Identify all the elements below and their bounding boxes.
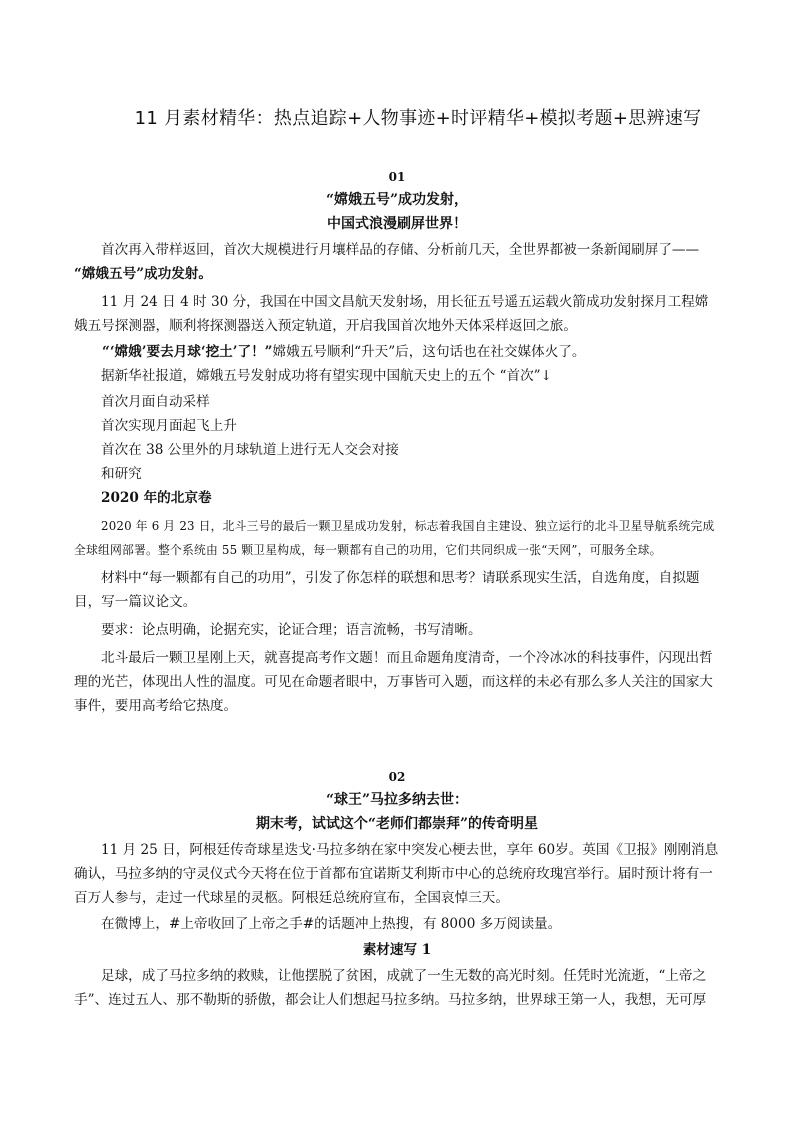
quote-text: “‘嫦娥’要去月球‘挖土’了！” bbox=[102, 344, 273, 360]
document-title: 11 月素材精华：热点追踪+人物事迹+时评精华+模拟考题+思辨速写 bbox=[134, 108, 702, 129]
section-number bbox=[74, 166, 720, 185]
paragraph: 11 月 25 日，阿根廷传奇球星迭戈·马拉多纳在家中突发心梗去世，享年 60岁。英国《卫报》刚刚消息确认，马拉多纳的守灵仪式今天将在位于首都布宜诺斯艾利斯市中心的总统府玫瑰宫举行。届时预计将有一百万人参与，走过一代球星的灵柩。阿根廷总统府宣布，全国哀悼三天。 bbox=[74, 842, 719, 906]
paragraph-quote bbox=[74, 340, 720, 364]
section-2-heading-line2: 期末考，试试这个“老师们都崇拜”的传奇明星 bbox=[255, 816, 539, 832]
section-2-body bbox=[74, 838, 720, 1012]
section-number bbox=[74, 766, 720, 785]
quote-followup: 嫦娥五号顺利“升天”后，这句话也在社交媒体火了。 bbox=[272, 344, 586, 360]
list-item: 首次月面自动采样 bbox=[101, 394, 210, 410]
section-1-number: 01 bbox=[388, 170, 406, 184]
list-item: 首次在 38 公里外的月球轨道上进行无人交会对接 bbox=[101, 442, 399, 458]
exam-heading: 2020 年的北京卷 bbox=[101, 490, 212, 506]
section-1-body bbox=[74, 238, 720, 718]
section-1-heading-line1: “嫦娥五号”成功发射， bbox=[325, 192, 469, 208]
paragraph: 足球，成了马拉多纳的救赎，让他摆脱了贫困，成就了一生无数的高光时刻。任凭时光流逝，“上帝之手”、连过五人、那不勒斯的骄傲，都会让人们想起马拉多纳。马拉多纳，世界球王第一人，我想，无可厚 bbox=[74, 968, 707, 1008]
exam-requirement: 要求：论点明确，论据充实，论证合理；语言流畅，书写清晰。 bbox=[101, 622, 482, 638]
section-2-number: 02 bbox=[388, 770, 406, 784]
sub-heading: 素材速写 1 bbox=[362, 942, 432, 958]
section-2-heading-line1: “球王”马拉多纳去世： bbox=[325, 792, 469, 808]
section-2-heading bbox=[74, 788, 720, 836]
paragraph-emphasis: “嫦娥五号”成功发射。 bbox=[74, 266, 212, 282]
list-item: 和研究 bbox=[101, 466, 142, 482]
section-1-heading-line2: 中国式浪漫刷屏世界！ bbox=[327, 216, 467, 232]
exam-question: 材料中“每一颗都有自己的功用”，引发了你怎样的联想和思考？请联系现实生活，自选角度，自拟题目，写一篇议论文。 bbox=[74, 570, 700, 610]
paragraph: 在微博上，#上帝收回了上帝之手#的话题冲上热搜，有 8000 多万阅读量。 bbox=[101, 916, 562, 932]
list-item: 首次实现月面起飞上升 bbox=[101, 418, 237, 434]
paragraph: 据新华社报道，嫦娥五号发射成功将有望实现中国航天史上的五个 “首次”↓ bbox=[101, 368, 553, 384]
paragraph: 首次再入带样返回，首次大规模进行月壤样品的存储、分析前几天，全世界都被一条新闻刷屏了—— bbox=[101, 242, 700, 258]
commentary: 北斗最后一颗卫星刚上天，就喜提高考作文题！而且命题角度清奇，一个冷冰冰的科技事件，闪现出哲理的光芒，体现出人性的温度。可见在命题者眼中，万事皆可入题，而这样的未必有那么多人关注的国家大事件，要用高考给它热度。 bbox=[74, 650, 713, 714]
exam-material: 2020 年 6 月 23 日，北斗三号的最后一颗卫星成功发射，标志着我国自主建设、独立运行的北斗卫星导航系统完成全球组网部署。整个系统由 55 颗卫星构成，每一颗都有自己的功用，它们共同织成一张“天网”，可服务全球。 bbox=[74, 519, 715, 557]
paragraph: 11 月 24 日 4 时 30 分，我国在中国文昌航天发射场，用长征五号遥五运载火箭成功发射探月工程嫦娥五号探测器，顺利将探测器送入预定轨道，开启我国首次地外天体采样返回之旅。 bbox=[74, 294, 709, 334]
section-1-heading bbox=[74, 188, 720, 236]
